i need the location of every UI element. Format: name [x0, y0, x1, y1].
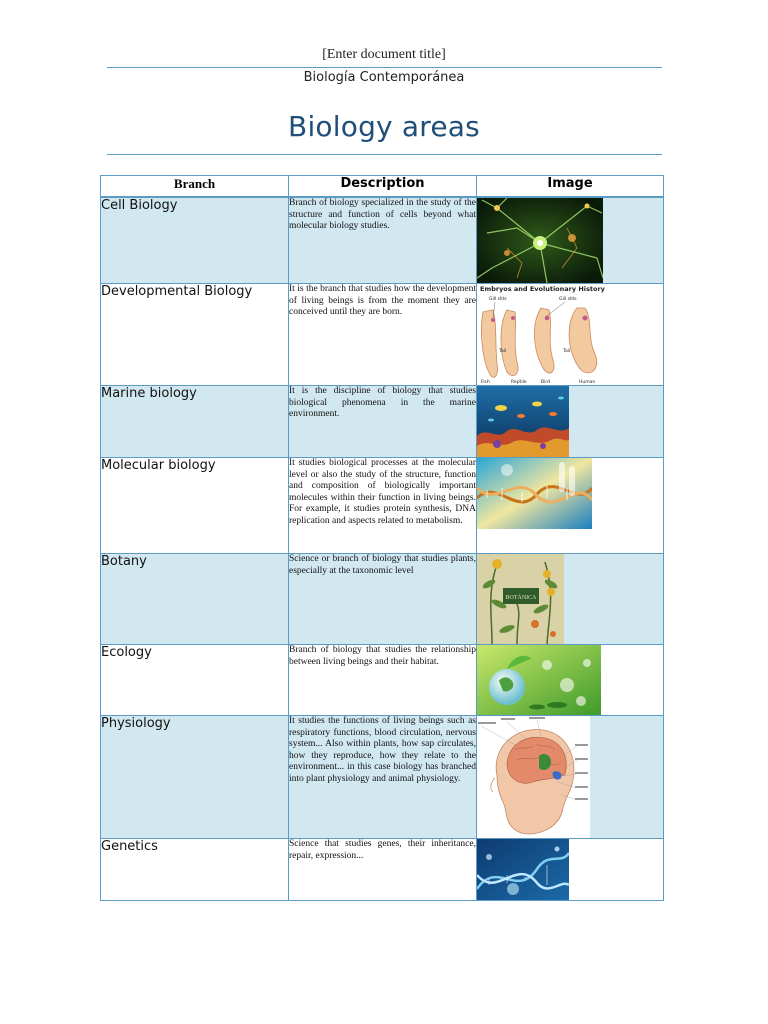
table-row [101, 284, 664, 386]
image-cell [477, 458, 664, 554]
branch-name: Developmental Biology [101, 284, 289, 386]
branch-description: It studies the functions of living beings such as respiratory functions, blood circulation, nervous system... Also within plants, how sap circulates, how they reproduce, how they relate to the environment... in this case biology has branched into plant physiology and animal physiology. [289, 716, 477, 839]
species-label: Reptile [511, 380, 527, 385]
image-cell [477, 716, 664, 839]
branch-name: Marine biology [101, 386, 289, 458]
header-divider [107, 67, 662, 68]
coral-reef-photo [477, 386, 663, 457]
branch-description: Science that studies genes, their inheritance, repair, expression... [289, 839, 477, 901]
neuron-photo [477, 198, 663, 283]
column-header-description: Description [289, 176, 477, 198]
document-subtitle: Biología Contemporánea [303, 70, 465, 85]
branch-description: It is the branch that studies how the development of living beings is from the moment they are conceived until they are born. [289, 284, 477, 386]
brain-anatomy-diagram [477, 716, 663, 838]
column-header-branch: Branch [101, 176, 289, 198]
tail-label: Tail [499, 349, 507, 354]
image-cell [477, 284, 664, 386]
column-header-image: Image [477, 176, 664, 198]
table-row [101, 645, 664, 716]
image-cell [477, 197, 664, 284]
table-row [101, 716, 664, 839]
branch-description: Branch of biology specialized in the study of the structure and function of cells beyond what molecular biology studies. [289, 197, 477, 284]
dna-photo [477, 458, 663, 529]
botany-illustration [477, 554, 663, 644]
image-cell [477, 645, 664, 716]
branch-description: Branch of biology that studies the relationship between living beings and their habitat. [289, 645, 477, 716]
tail-label: Tail [563, 349, 571, 354]
species-label: Human [579, 380, 596, 385]
table-row [101, 458, 664, 554]
branch-name: Genetics [101, 839, 289, 901]
image-cell [477, 386, 664, 458]
table-row [101, 386, 664, 458]
species-label: Fish [481, 380, 490, 385]
botany-label: BOTÁNICA [505, 595, 537, 601]
branch-description: It studies biological processes at the molecular level or also the study of the structure, function and composition of biologically important molecules within their function in living beings. For example, it studies protein synthesis, DNA replication and aspects related to metabolism. [289, 458, 477, 554]
biology-areas-table [100, 175, 664, 901]
embryo-diagram [477, 284, 663, 385]
table-row [101, 554, 664, 645]
dna-helix-photo [477, 839, 663, 900]
image-cell [477, 554, 664, 645]
gill-label: Gill slits [559, 297, 577, 302]
branch-name: Ecology [101, 645, 289, 716]
table-row [101, 839, 664, 901]
embryo-title: Embryos and Evolutionary History [480, 285, 605, 293]
title-divider [107, 154, 662, 155]
species-label: Bird [541, 380, 550, 385]
table-row [101, 197, 664, 284]
branch-description: It is the discipline of biology that studies biological phenomena in the marine environment. [289, 386, 477, 458]
table-header-row [101, 176, 664, 198]
branch-description: Science or branch of biology that studies plants, especially at the taxonomic level [289, 554, 477, 645]
gill-label: Gill slits [489, 297, 507, 302]
ecology-photo [477, 645, 663, 715]
branch-name: Botany [101, 554, 289, 645]
branch-name: Molecular biology [101, 458, 289, 554]
page-title: Biology areas [288, 110, 480, 143]
branch-name: Physiology [101, 716, 289, 839]
document-title: [Enter document title] [322, 47, 446, 62]
branch-name: Cell Biology [101, 197, 289, 284]
image-cell [477, 839, 664, 901]
